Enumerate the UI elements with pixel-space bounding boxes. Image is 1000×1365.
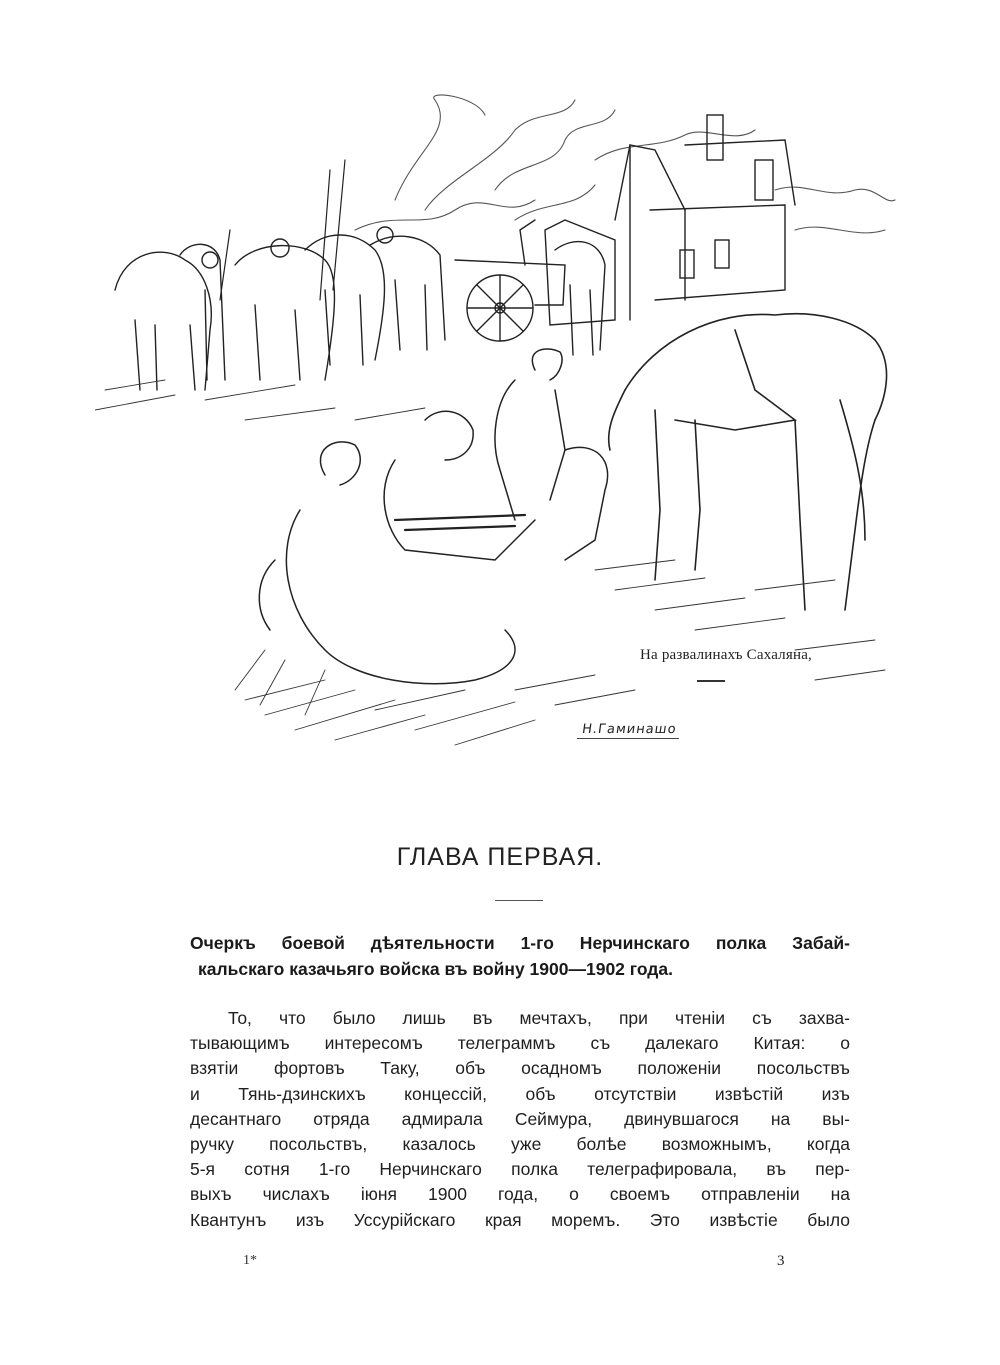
printer-signature-mark: 1* (243, 1253, 257, 1268)
subtitle-line: кальскаго казачьяго войска въ войну 1900—1902 года. (198, 959, 673, 979)
artist-signature: Н.Гаминашо (577, 722, 682, 739)
subtitle-line: Очеркъ боевой дѣятельности 1-го Нерчинскаго полка Забай- (190, 933, 850, 953)
grey-horse-drawing (609, 314, 887, 610)
chapter-divider (495, 900, 543, 901)
text-line: ручку посольствъ, казалось уже болѣе возможнымъ, когда (190, 1134, 850, 1155)
chapter-title: ГЛАВА ПЕРВАЯ. (396, 843, 604, 871)
caption-underline (697, 680, 725, 682)
page-number: 3 (777, 1253, 785, 1269)
text-line: и Тянь-дзинскихъ концессiй, объ отсутствiи извѣстiй изъ (190, 1083, 850, 1104)
chapter-subtitle (190, 930, 850, 982)
text-line: Квантунъ изъ Уссурiйскаго края моремъ. Это извѣстiе было (190, 1209, 850, 1230)
text-line: 5-я сотня 1-го Нерчинскаго полка телеграфировала, въ пер- (190, 1159, 850, 1180)
text-line: тывающимъ интересомъ телеграммъ съ далекаго Китая: о (190, 1033, 850, 1054)
engraving-illustration (95, 90, 900, 780)
text-line: десантнаго отряда адмирала Сеймура, двинувшагося на вы- (190, 1108, 850, 1129)
soldiers-foreground-drawing (259, 349, 607, 684)
smoke-drawing (355, 95, 895, 233)
text-line: выхъ числахъ iюня 1900 года, о своемъ отправленiи на (190, 1184, 850, 1205)
ground-hatching-drawing (95, 380, 885, 745)
illustration-caption: На развалинахъ Сахаляна, (640, 647, 813, 663)
text-line: взятiи фортовъ Таку, объ осадномъ положенiи посольствъ (190, 1058, 850, 1079)
battle-scene-drawing (95, 90, 900, 780)
text-line: То, что было лишь въ мечтахъ, при чтенiи съ захва- (228, 1008, 850, 1028)
ruined-house-drawing (520, 115, 795, 325)
body-paragraph (190, 1006, 850, 1233)
